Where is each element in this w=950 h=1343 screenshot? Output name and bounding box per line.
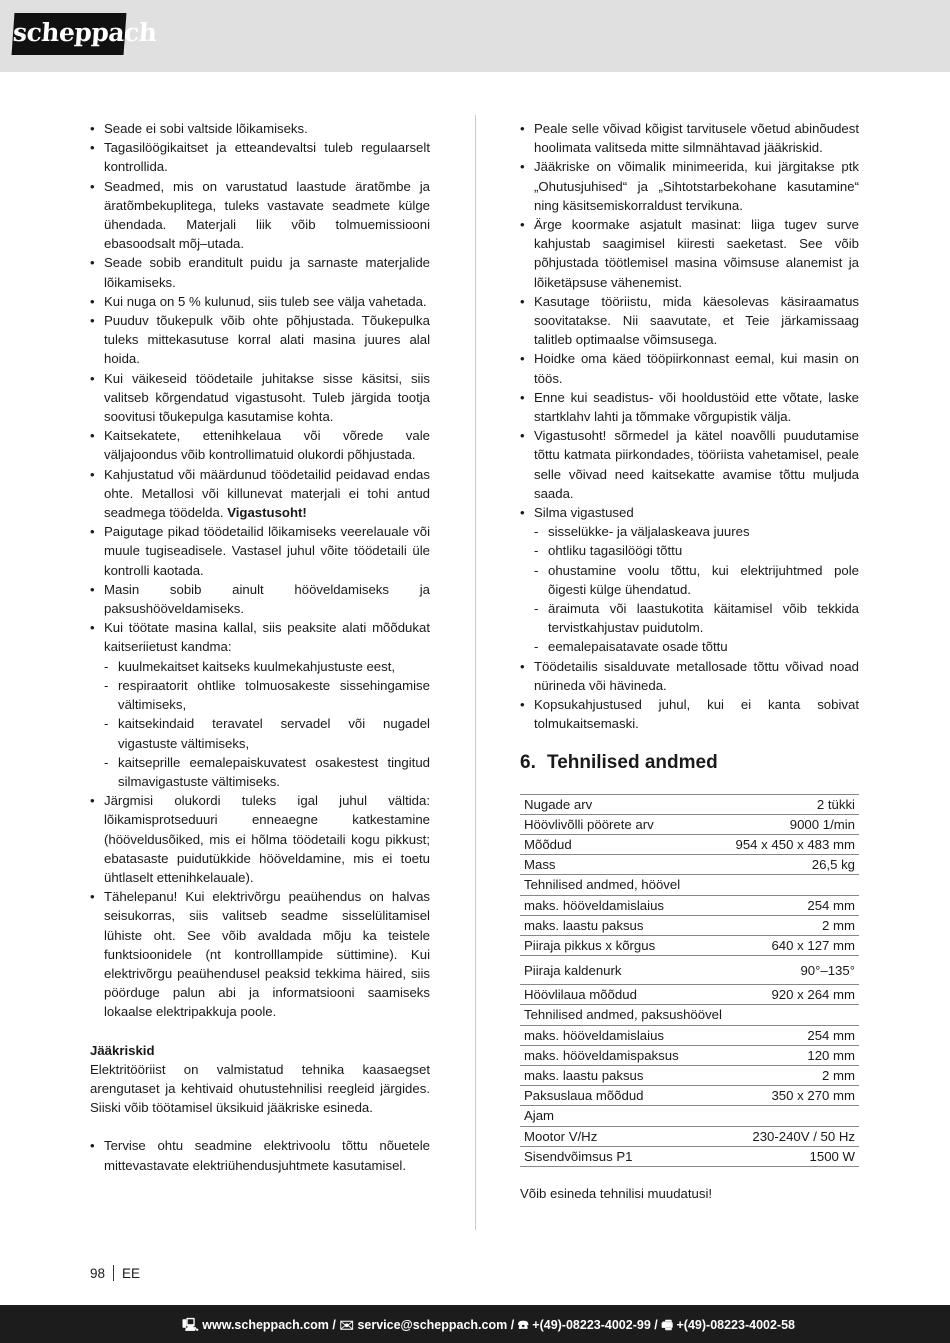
sub-list-item: - äraimuta või laastukotita käitamisel võib tekkida tervistkahjustav puidutolm. xyxy=(520,599,859,637)
spec-value: 120 mm xyxy=(729,1045,859,1065)
spec-label: Piiraja kaldenurk xyxy=(520,956,729,985)
table-row xyxy=(520,1025,859,1045)
section-title: Tehnilised andmed xyxy=(547,751,718,773)
table-row xyxy=(520,1126,859,1146)
spec-value: 254 mm xyxy=(729,1025,859,1045)
list-item: • Silma vigastused xyxy=(520,503,859,522)
ppe-sublist xyxy=(90,657,430,791)
spec-value: 9000 1/min xyxy=(729,814,859,834)
spec-label: Höövlivõlli pöörete arv xyxy=(520,814,729,834)
spec-label: maks. hööveldamislaius xyxy=(520,895,729,915)
residual-risks-heading: Jääkriskid xyxy=(90,1042,155,1058)
bullet-list-right-a xyxy=(520,119,859,522)
phone-icon: ☎ xyxy=(517,1318,529,1332)
list-item: • Hoidke oma käed tööpiirkonnast eemal, kui masin on töös. xyxy=(520,349,859,387)
list-item: • Järgmisi olukordi tuleks igal juhul vältida: lõikamisprotseduuri enneaegne katkestamine (hööveldusõiked, mis ei hõlma töödetaili kogu pikkust; ebatasaste puidutükkide hööveldamine, mis ei toetu ühtlaselt ettenihkelauale). xyxy=(90,791,430,887)
footer-bar: 🖳 www.scheppach.com / ✉ service@scheppach.com / ☎ +(49)-08223-4002-99 / 🖷 +(49)-08223-4002-58 xyxy=(0,1305,950,1343)
footer-email[interactable]: service@scheppach.com xyxy=(357,1318,508,1332)
spec-label: Piiraja pikkus x kõrgus xyxy=(520,935,729,955)
table-row xyxy=(520,1065,859,1085)
bullet-list-left-a xyxy=(90,119,430,657)
section-number: 6. xyxy=(520,751,536,773)
sub-list-item: - kuulmekaitset kaitseks kuulmekahjustuste eest, xyxy=(90,657,430,676)
sub-list-item: - respiraatorit ohtlike tolmuosakeste sissehingamise vältimiseks, xyxy=(90,676,430,714)
list-item: • Kui nuga on 5 % kulunud, siis tuleb see välja vahetada. xyxy=(90,292,430,311)
spec-label: Paksuslaua mõõdud xyxy=(520,1086,729,1106)
list-item: • Masin sobib ainult hööveldamiseks ja paksushööveldamiseks. xyxy=(90,580,430,618)
footer-phone: +(49)-08223-4002-99 xyxy=(532,1318,651,1332)
page-number xyxy=(90,1265,140,1281)
list-item: • Vigastusoht! sõrmedel ja kätel noavõlli puudutamise tõttu katmata piirkondades, tööriista vahetamisel, peale selle võivad need kaitsekatte avamise tõttu muljuda saada. xyxy=(520,426,859,503)
spec-table xyxy=(520,794,859,1167)
spec-value: 2 tükki xyxy=(729,794,859,814)
list-item: • Seadmed, mis on varustatud laastude äratõmbe ja äratõmbekuplitega, tuleks vastavate seadmete külge ühendada. Materjali liik võib tolmuemissiooni ebasoodsalt mõj–utada. xyxy=(90,177,430,254)
spec-value: 920 x 264 mm xyxy=(729,985,859,1005)
spec-value xyxy=(729,1005,859,1025)
table-row xyxy=(520,956,859,985)
envelope-icon: ✉ xyxy=(339,1318,354,1332)
list-item: • Jääkriske on võimalik minimeerida, kui järgitakse ptk „Ohutusjuhised“ ja „Sihtotstarbekohane kasutamine“ ning käsitsemiskorraldust tervikuna. xyxy=(520,157,859,215)
spec-label: Mõõdud xyxy=(520,834,729,854)
spec-label: maks. hööveldamispaksus xyxy=(520,1045,729,1065)
spec-value: 26,5 kg xyxy=(729,855,859,875)
bullet-list-left-c xyxy=(90,791,430,1021)
list-item: • Tähelepanu! Kui elektrivõrgu peaühendus on halvas seisukorras, siis valitseb seadme sisselülitamisel lühiste oht. See võib avaldada mõju ka teistele funktsioonidele (nt kontrolllampide süttimine). Kui elektrivõrgu peaühendusel peaksid tekkima häired, siis pöörduge palun abi ja informatsiooni saamiseks lokaalse elektripakkuja poole. xyxy=(90,887,430,1021)
table-row xyxy=(520,895,859,915)
language-code: EE xyxy=(122,1266,141,1281)
spec-value: 350 x 270 mm xyxy=(729,1086,859,1106)
spec-value xyxy=(729,1106,859,1126)
list-item: • Enne kui seadistus- või hooldustöid ette võtate, laske startklahv lahti ja tõmmake võrgupistik välja. xyxy=(520,388,859,426)
table-row xyxy=(520,855,859,875)
list-item: • Kaitsekatete, ettenihkelaua või võrede vale väljajoondus võib kontrollimatuid olukordi põhjustada. xyxy=(90,426,430,464)
bullet-list-right-b xyxy=(520,657,859,734)
sub-list-item: - kaitsekindaid teravatel servadel või nugadel vigastuste vältimiseks, xyxy=(90,714,430,752)
section-heading xyxy=(520,751,859,775)
table-row xyxy=(520,834,859,854)
spec-label: Mass xyxy=(520,855,729,875)
list-item: • Tervise ohtu seadmine elektrivoolu tõttu nõuetele mittevastavate elektriühendusjuhtmete kasutamisel. xyxy=(90,1136,430,1174)
table-row xyxy=(520,794,859,814)
damaged-workpiece-text: Kahjustatud või määrdunud töödetailid peidavad endas ohte. Metallosi või killunevat materjali ei tohi antud seadmega töödelda. xyxy=(104,466,430,521)
change-note: Võib esineda tehnilisi muudatusi! xyxy=(520,1185,713,1201)
list-item: • Ärge koormake asjatult masinat: liiga tugev surve kahjustab saagimisel kiiresti saeketast. See võib põhjustada töötlemisel masina võimsuse alanemist ja lõiketäpsuse vähenemist. xyxy=(520,215,859,292)
spec-value: 230-240V / 50 Hz xyxy=(729,1126,859,1146)
table-row xyxy=(520,985,859,1005)
table-row xyxy=(520,1086,859,1106)
sub-list-item: - sisselükke- ja väljalaskeava juures xyxy=(520,522,859,541)
injury-warning: Vigastusoht! xyxy=(227,505,307,521)
fax-icon: 🖷 xyxy=(661,1318,674,1332)
list-item: • Paigutage pikad töödetailid lõikamiseks veerelauale või muule tugiseadisele. Vastasel juhul võite töödetaili üle kontrolli kaotada. xyxy=(90,522,430,580)
computer-icon: 🖳 xyxy=(182,1318,199,1332)
table-row xyxy=(520,1045,859,1065)
footer-fax: +(49)-08223-4002-58 xyxy=(676,1318,795,1332)
spec-label: Nugade arv xyxy=(520,794,729,814)
spec-label: Ajam xyxy=(520,1106,729,1126)
spec-value: 1500 W xyxy=(729,1146,859,1166)
spec-value: 254 mm xyxy=(729,895,859,915)
column-divider xyxy=(475,115,476,1230)
table-row xyxy=(520,814,859,834)
spec-label: maks. laastu paksus xyxy=(520,915,729,935)
sub-list-item: - ohustamine voolu tõttu, kui elektrijuhtmed pole õigesti külge ühendatud. xyxy=(520,561,859,599)
spec-value: 2 mm xyxy=(729,1065,859,1085)
left-column xyxy=(90,119,430,1175)
sub-list-item: - eemalepaisatavate osade tõttu xyxy=(520,637,859,656)
table-row xyxy=(520,915,859,935)
residual-risks-text: Elektritööriist on valmistatud tehnika kaasaegset arengutaset ja kehtivaid ohutustehnilisi reegleid järgides. Siiski võib töötamisel üksikuid jääkriske esineda. xyxy=(90,1061,430,1116)
table-row xyxy=(520,1146,859,1166)
table-row xyxy=(520,935,859,955)
table-row xyxy=(520,875,859,895)
right-column xyxy=(520,119,859,1203)
spec-value: 2 mm xyxy=(729,915,859,935)
spec-value: 640 x 127 mm xyxy=(729,935,859,955)
list-item xyxy=(90,618,430,656)
spec-value: 954 x 450 x 483 mm xyxy=(729,834,859,854)
list-item: • Seade ei sobi valtside lõikamiseks. xyxy=(90,119,430,138)
spec-label: Sisendvõimsus P1 xyxy=(520,1146,729,1166)
list-item: • Töödetailis sisalduvate metallosade tõttu võivad noad nürineda või hävineda. xyxy=(520,657,859,695)
header-bar xyxy=(0,0,950,72)
sub-list-item: - ohtliku tagasilöögi tõttu xyxy=(520,541,859,560)
spec-label: Höövlilaua mõõdud xyxy=(520,985,729,1005)
bullet-list-left-d xyxy=(90,1136,430,1174)
list-item: • Tagasilöögikaitset ja etteandevaltsi tuleb regulaarselt kontrollida. xyxy=(90,138,430,176)
ppe-intro: Kui töötate masina kallal, siis peaksite alati mõõdukat kaitseriietust kandma: xyxy=(104,620,430,655)
spec-label: Tehnilised andmed, höövel xyxy=(520,875,729,895)
list-item: • Kopsukahjustused juhul, kui ei kanta sobivat tolmukaitsemaski. xyxy=(520,695,859,733)
footer-website[interactable]: www.scheppach.com xyxy=(202,1318,329,1332)
sub-list-item: - kaitseprille eemalepaiskuvatest osakestest tingitud silmavigastuste vältimiseks. xyxy=(90,753,430,791)
eye-injury-sublist xyxy=(520,522,859,656)
spec-label: Tehnilised andmed, paksushöövel xyxy=(520,1005,729,1025)
spec-label: Mootor V/Hz xyxy=(520,1126,729,1146)
spec-value xyxy=(729,875,859,895)
list-item: • Peale selle võivad kõigist tarvitusele võetud abinõudest hoolimata valitseda mitte silmnähtavad jääkriskid. xyxy=(520,119,859,157)
list-item: • Puuduv tõukepulk võib ohte põhjustada. Tõukepulka tuleks mittekasutuse korral alati masina juures alal hoida. xyxy=(90,311,430,369)
page-number-value: 98 xyxy=(90,1266,106,1281)
scheppach-logo: scheppach xyxy=(12,13,127,55)
table-row xyxy=(520,1106,859,1126)
list-item: • Kui väikeseid töödetaile juhitakse sisse käsitsi, siis valitseb kõrgendatud vigastusoht. Tuleb järgida tootja soovitusi tõukepulga kasutamise kohta. xyxy=(90,369,430,427)
list-item: • Seade sobib eranditult puidu ja sarnaste materjalide lõikamiseks. xyxy=(90,253,430,291)
spec-label: maks. laastu paksus xyxy=(520,1065,729,1085)
spec-label: maks. hööveldamislaius xyxy=(520,1025,729,1045)
list-item xyxy=(90,465,430,523)
spec-value: 90°–135° xyxy=(729,956,859,985)
table-row xyxy=(520,1005,859,1025)
list-item: • Kasutage tööriistu, mida käesolevas käsiraamatus soovitatakse. Nii saavutate, et Teie järkamissaag talitleb optimaalse võimsusega. xyxy=(520,292,859,350)
